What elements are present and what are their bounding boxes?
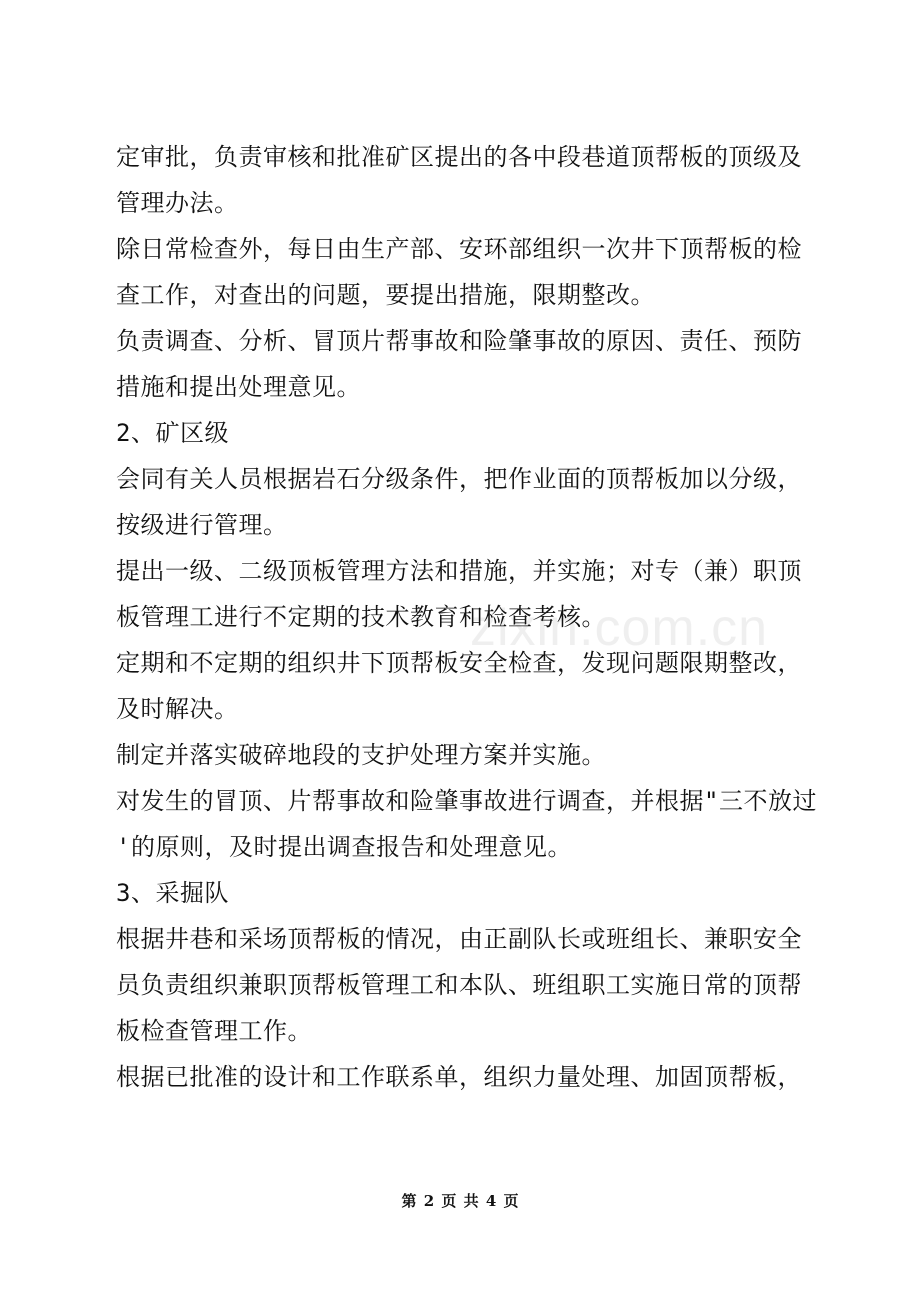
text-line: 对发生的冒顶、片帮事故和险肇事故进行调查，并根据"三不放过 [116,787,817,815]
text-line: 负责调查、分析、冒顶片帮事故和险肇事故的原因、责任、预防 [116,327,802,355]
text-line: 板管理工进行不定期的技术教育和检查考核。 [116,603,606,631]
text-line: 根据已批准的设计和工作联系单，组织力量处理、加固顶帮板， [116,1063,802,1091]
text-line: 提出一级、二级顶板管理方法和措施，并实施；对专（兼）职顶 [116,557,802,585]
text-line: 定审批，负责审核和批准矿区提出的各中段巷道顶帮板的顶级及 [116,143,802,171]
text-line: 会同有关人员根据岩石分级条件，把作业面的顶帮板加以分级， [116,465,802,493]
text-line: 按级进行管理。 [116,511,288,539]
watermark: zixin.com.cn [470,599,769,657]
text-line: 管理办法。 [116,189,239,217]
text-line: 3、采掘队 [116,879,229,907]
text-line: 查工作，对查出的问题，要提出措施，限期整改。 [116,281,655,309]
text-line: 制定并落实破碎地段的支护处理方案并实施。 [116,741,606,769]
text-line: 员负责组织兼职顶帮板管理工和本队、班组职工实施日常的顶帮 [116,971,802,999]
text-line: 除日常检查外，每日由生产部、安环部组织一次井下顶帮板的检 [116,235,802,263]
document-body [116,134,816,1100]
page-footer: 第 2 页 共 4 页 [401,1192,519,1210]
text-line: 板检查管理工作。 [116,1017,312,1045]
text-line: 定期和不定期的组织井下顶帮板安全检查，发现问题限期整改， [116,649,802,677]
text-line: 根据井巷和采场顶帮板的情况，由正副队长或班组长、兼职安全 [116,925,802,953]
text-line: 及时解决。 [116,695,239,723]
text-line: '的原则，及时提出调查报告和处理意见。 [116,833,572,861]
text-line: 2、矿区级 [116,419,229,447]
text-line: 措施和提出处理意见。 [116,373,361,401]
